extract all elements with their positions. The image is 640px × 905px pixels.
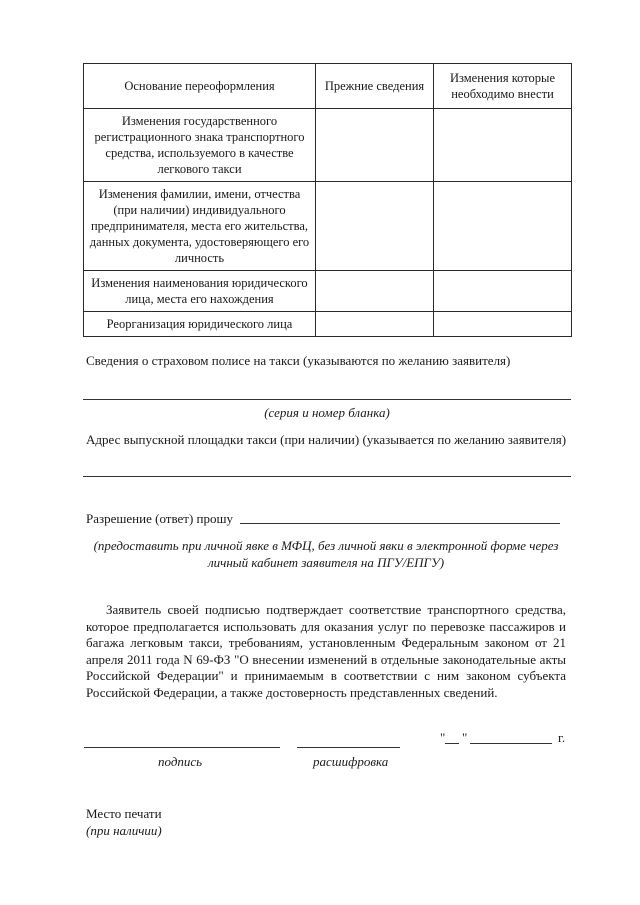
insurance-caption: (серия и номер бланка) (264, 405, 390, 420)
insurance-input-line[interactable] (83, 399, 571, 400)
row-reason: Реорганизация юридического лица (84, 312, 316, 337)
row-changes-cell[interactable] (434, 109, 572, 182)
insurance-label: Сведения о страховом полисе на такси (указываются по желанию заявителя) (86, 353, 511, 368)
row-previous-cell[interactable] (316, 271, 434, 312)
permission-note: (предоставить при личной явке в МФЦ, без личной явки в электронной форме через личный кабинет заявителя на ПГУ/ЕПГУ) (93, 538, 559, 570)
row-changes-cell[interactable] (434, 182, 572, 271)
date-day-line[interactable] (445, 743, 459, 744)
row-changes-cell[interactable] (434, 312, 572, 337)
table-row (84, 271, 572, 312)
signature-line[interactable] (84, 747, 280, 748)
stamp-note: (при наличии) (86, 823, 162, 838)
row-previous-cell[interactable] (316, 109, 434, 182)
address-input-line[interactable] (83, 476, 571, 477)
header-reason: Основание переоформления (84, 64, 316, 109)
signature-caption: подпись (158, 754, 203, 769)
row-changes-cell[interactable] (434, 271, 572, 312)
header-previous: Прежние сведения (316, 64, 434, 109)
row-previous-cell[interactable] (316, 182, 434, 271)
decode-line[interactable] (297, 747, 400, 748)
table-row (84, 182, 572, 271)
address-label: Адрес выпускной площадки такси (при наличии) (указывается по желанию заявителя) (86, 432, 567, 447)
permission-label: Разрешение (ответ) прошу (86, 511, 234, 526)
table-header-row (84, 64, 572, 109)
row-reason: Изменения наименования юридического лица, места его нахождения (84, 271, 316, 312)
header-changes: Изменения которые необходимо внести (434, 64, 572, 109)
row-previous-cell[interactable] (316, 312, 434, 337)
date-year-suffix: г. (558, 730, 566, 745)
date-month-line[interactable] (470, 743, 552, 744)
table-row (84, 109, 572, 182)
table-row (84, 312, 572, 337)
date-open-quote: " (440, 730, 446, 745)
date-close-quote: " (462, 730, 468, 745)
reform-table (83, 63, 572, 337)
row-reason: Изменения государственного регистрационного знака транспортного средства, используемого в качестве легкового такси (84, 109, 316, 182)
stamp-label: Место печати (86, 806, 162, 821)
declaration-text: Заявитель своей подписью подтверждает соответствие транспортного средства, которое предполагается использовать для оказания услуг по перевозке пассажиров и багажа легковым такси, требованиям, установленным Федеральным законом от 21 апреля 2011 года N 69-ФЗ "О внесении изменений в отдельные законодательные акты Российской Федерации" и принимаемым в соответствии с ним законом субъекта Российской Федерации, а также достоверность представленных сведений. (86, 602, 566, 700)
decode-caption: расшифровка (313, 754, 389, 769)
row-reason: Изменения фамилии, имени, отчества (при наличии) индивидуального предпринимателя, места его жительства, данных документа, удостоверяющего его личность (84, 182, 316, 271)
permission-input-line[interactable] (240, 523, 560, 524)
